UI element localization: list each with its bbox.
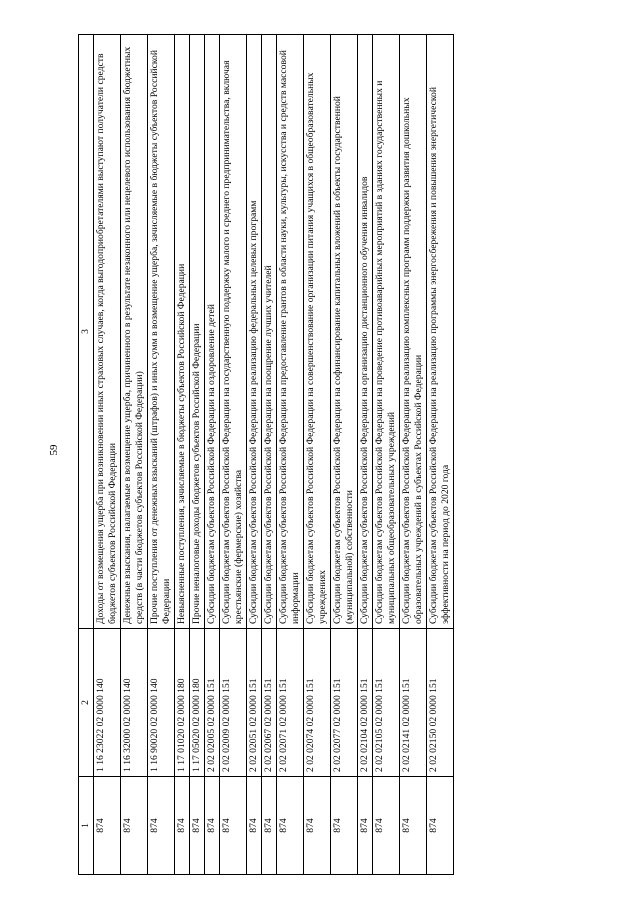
table-header-row: [79, 35, 94, 875]
table-row: [426, 35, 453, 875]
table-row: [330, 35, 357, 875]
revenue-code-cell: 1 16 90020 02 0000 140: [147, 629, 174, 777]
revenue-name-cell: Субсидии бюджетам субъектов Российской Федерации на организацию дистанционного обучения инвалидов: [357, 35, 372, 629]
revenue-codes-table: [78, 34, 454, 875]
revenue-name-cell: Денежные взыскания, налагаемые в возмещение ущерба, причиненного в результате незаконного или нецелевого использования бюджетных средств (в части бюджетов субъектов Российской Федерации): [120, 35, 147, 629]
admin-code-cell: 874: [357, 777, 372, 875]
table-row: [303, 35, 330, 875]
admin-code-cell: 874: [303, 777, 330, 875]
revenue-name-cell: Субсидии бюджетам субъектов Российской Федерации на реализацию комплексных программ поддержки развития дошкольных образовательных учреждений в субъектах Российской Федерации: [399, 35, 426, 629]
revenue-name-cell: Субсидии бюджетам субъектов Российской Федерации на реализацию федеральных целевых программ: [246, 35, 261, 629]
revenue-code-cell: 1 17 01020 02 0000 180: [174, 629, 189, 777]
revenue-name-cell: Доходы от возмещения ущерба при возникновении иных страховых случаев, когда выгодоприобретателями выступают получатели средств бюджетов субъектов Российской Федерации: [93, 35, 120, 629]
admin-code-cell: 874: [261, 777, 276, 875]
table-row: [174, 35, 189, 875]
revenue-code-cell: 2 02 02074 02 0000 151: [303, 629, 330, 777]
admin-code-cell: 874: [330, 777, 357, 875]
rotated-page-content: [78, 35, 560, 875]
table-row: [219, 35, 246, 875]
revenue-name-cell: Прочие поступления от денежных взысканий (штрафов) и иных сумм в возмещение ущерба, зачисляемые в бюджеты субъектов Российской Федерации: [147, 35, 174, 629]
admin-code-cell: 874: [246, 777, 261, 875]
revenue-name-cell: Субсидии бюджетам субъектов Российской Федерации на государственную поддержку малого и среднего предпринимательства, включая крестьянские (фермерские) хозяйства: [219, 35, 246, 629]
table-row: [204, 35, 219, 875]
revenue-name-cell: Субсидии бюджетам субъектов Российской Федерации на совершенствование организации питания учащихся в общеобразовательных учреждениях: [303, 35, 330, 629]
revenue-name-cell: Субсидии бюджетам субъектов Российской Федерации на реализацию программы энергосбережения и повышения энергетической эффективности на период до 2020 года: [426, 35, 453, 629]
revenue-code-cell: 2 02 02067 02 0000 151: [261, 629, 276, 777]
column-header-3: 3: [79, 35, 94, 629]
table-row: [261, 35, 276, 875]
table-row: [357, 35, 372, 875]
table-row: [372, 35, 399, 875]
revenue-name-cell: Субсидии бюджетам субъектов Российской Федерации на предоставление грантов в области науки, культуры, искусства и средств массовой информации: [276, 35, 303, 629]
revenue-name-cell: Прочие неналоговые доходы бюджетов субъектов Российской Федерации: [189, 35, 204, 629]
table-row: [276, 35, 303, 875]
revenue-code-cell: 2 02 02105 02 0000 151: [372, 629, 399, 777]
revenue-code-cell: 1 17 05020 02 0000 180: [189, 629, 204, 777]
revenue-code-cell: 2 02 02005 02 0000 151: [204, 629, 219, 777]
table-row: [120, 35, 147, 875]
revenue-code-cell: 2 02 02104 02 0000 151: [357, 629, 372, 777]
revenue-name-cell: Невыясненные поступления, зачисляемые в бюджеты субъектов Российской Федерации: [174, 35, 189, 629]
admin-code-cell: 874: [276, 777, 303, 875]
admin-code-cell: 874: [204, 777, 219, 875]
column-header-2: 2: [79, 629, 94, 777]
admin-code-cell: 874: [93, 777, 120, 875]
admin-code-cell: 874: [219, 777, 246, 875]
admin-code-cell: 874: [189, 777, 204, 875]
revenue-name-cell: Субсидии бюджетам субъектов Российской Федерации на поощрение лучших учителей: [261, 35, 276, 629]
admin-code-cell: 874: [120, 777, 147, 875]
revenue-name-cell: Субсидии бюджетам субъектов Российской Федерации на проведение противоаварийных мероприятий в зданиях государственных и муниципальных общеобразовательных учреждений: [372, 35, 399, 629]
admin-code-cell: 874: [174, 777, 189, 875]
admin-code-cell: 874: [147, 777, 174, 875]
admin-code-cell: 874: [399, 777, 426, 875]
page-number: 59: [48, 444, 60, 456]
admin-code-cell: 874: [426, 777, 453, 875]
revenue-code-cell: 1 16 23022 02 0000 140: [93, 629, 120, 777]
revenue-code-cell: 2 02 02051 02 0000 151: [246, 629, 261, 777]
revenue-code-cell: 1 16 32000 02 0000 140: [120, 629, 147, 777]
table-row: [147, 35, 174, 875]
table-row: [246, 35, 261, 875]
admin-code-cell: 874: [372, 777, 399, 875]
revenue-name-cell: Субсидии бюджетам субъектов Российской Федерации на софинансирование капитальных вложений в объекты государственной (муниципальной) собственности: [330, 35, 357, 629]
column-header-1: 1: [79, 777, 94, 875]
revenue-code-cell: 2 02 02009 02 0000 151: [219, 629, 246, 777]
revenue-name-cell: Субсидии бюджетам субъектов Российской Федерации на оздоровление детей: [204, 35, 219, 629]
revenue-code-cell: 2 02 02071 02 0000 151: [276, 629, 303, 777]
revenue-code-cell: 2 02 02150 02 0000 151: [426, 629, 453, 777]
revenue-code-cell: 2 02 02077 02 0000 151: [330, 629, 357, 777]
table-row: [399, 35, 426, 875]
table-row: [189, 35, 204, 875]
table-row: [93, 35, 120, 875]
revenue-code-cell: 2 02 02141 02 0000 151: [399, 629, 426, 777]
